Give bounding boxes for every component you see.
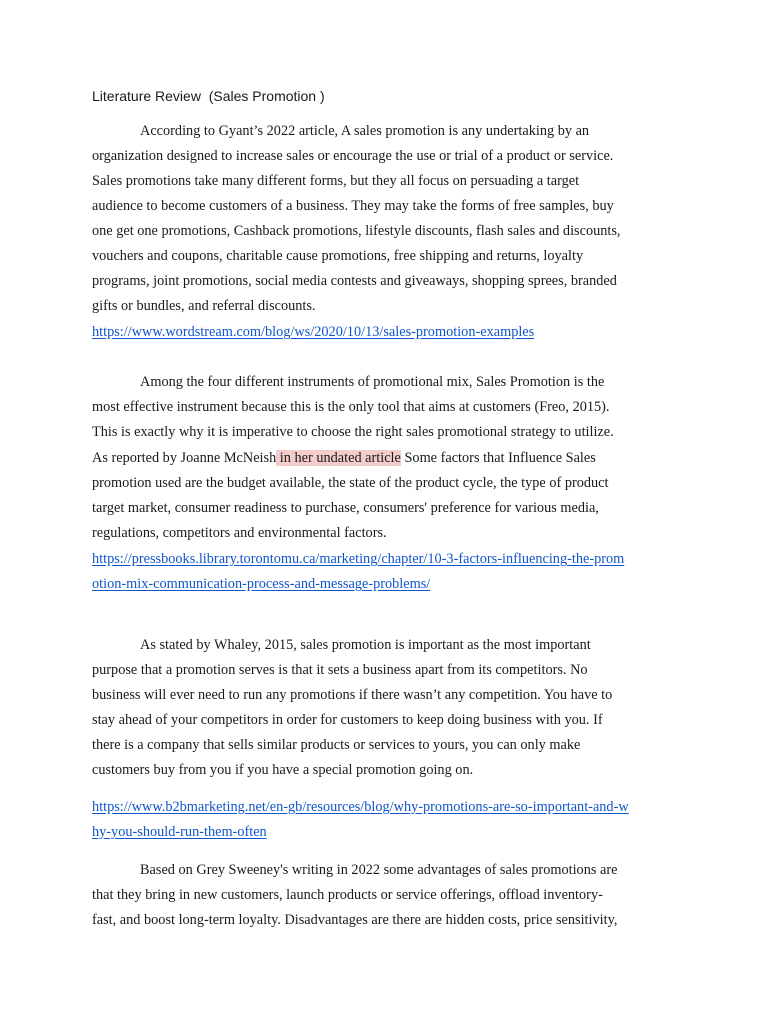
p4-line-3: fast, and boost long-term loyalty. Disadvantages are there are hidden costs, price sensitivity, xyxy=(92,912,618,928)
wordstream-link[interactable]: https://www.wordstream.com/blog/ws/2020/10/13/sales-promotion-examples xyxy=(92,324,535,340)
p4-line-1: Based on Grey Sweeney's writing in 2022 some advantages of sales promotions are xyxy=(140,862,618,878)
p3-line-1: As stated by Whaley, 2015, sales promotion is important as the most important xyxy=(140,637,591,653)
document-title: Literature Review (Sales Promotion ) xyxy=(92,88,325,104)
p3-line-4: stay ahead of your competitors in order for customers to keep doing business with you. If xyxy=(92,712,603,728)
b2bmarketing-link-part-1[interactable]: https://www.b2bmarketing.net/en-gb/resources/blog/why-promotions-are-so-important-and-w xyxy=(92,799,629,815)
p3-line-3: business will ever need to run any promotions if there wasn’t any competition. You have to xyxy=(92,687,613,703)
p2-line-6: target market, consumer readiness to purchase, consumers' preference for various media, xyxy=(92,500,599,516)
p2-line-2: most effective instrument because this is the only tool that aims at customers (Freo, 2015). xyxy=(92,399,610,415)
p1-line-7: programs, joint promotions, social media contests and giveaways, shopping sprees, branded xyxy=(92,273,617,289)
p2-line-5: promotion used are the budget available, the state of the product cycle, the type of product xyxy=(92,475,609,491)
pressbooks-link-part-1[interactable]: https://pressbooks.library.torontomu.ca/marketing/chapter/10-3-factors-influencing-the-prom xyxy=(92,551,625,567)
p3-link-line-1 xyxy=(92,797,629,817)
p1-line-5: one get one promotions, Cashback promotions, lifestyle discounts, flash sales and discounts, xyxy=(92,223,621,239)
p3-line-6: customers buy from you if you have a special promotion going on. xyxy=(92,762,474,778)
p2-link-line-1 xyxy=(92,549,624,569)
p4-line-2: that they bring in new customers, launch products or service offerings, offload inventory- xyxy=(92,887,603,903)
p2-line-1: Among the four different instruments of promotional mix, Sales Promotion is the xyxy=(140,374,605,390)
p1-line-8: gifts or bundles, and referral discounts. xyxy=(92,298,316,314)
p3-line-5: there is a company that sells similar products or services to yours, you can only make xyxy=(92,737,581,753)
p2-line-3: This is exactly why it is imperative to choose the right sales promotional strategy to utilize. xyxy=(92,424,614,440)
p1-line-3: Sales promotions take many different forms, but they all focus on persuading a target xyxy=(92,173,580,189)
p2-link-line-2 xyxy=(92,574,430,594)
p1-line-1: According to Gyant’s 2022 article, A sales promotion is any undertaking by an xyxy=(140,123,590,139)
p3-link-line-2 xyxy=(92,822,267,842)
p1-line-6: vouchers and coupons, charitable cause promotions, free shipping and returns, loyalty xyxy=(92,248,584,264)
p3-line-2: purpose that a promotion serves is that it sets a business apart from its competitors. No xyxy=(92,662,588,678)
p2-line-4 xyxy=(92,448,596,468)
p2-line-7: regulations, competitors and environmental factors. xyxy=(92,525,387,541)
highlighted-comment-text[interactable]: in her undated article xyxy=(276,450,401,466)
p1-line-4: audience to become customers of a business. They may take the forms of free samples, buy xyxy=(92,198,614,214)
p1-link-line xyxy=(92,322,534,342)
p1-line-2: organization designed to increase sales or encourage the use or trial of a product or service. xyxy=(92,148,614,164)
b2bmarketing-link-part-2[interactable]: hy-you-should-run-them-often xyxy=(92,824,267,840)
p2-line-4-post: Some factors that Influence Sales xyxy=(400,450,596,466)
pressbooks-link-part-2[interactable]: otion-mix-communication-process-and-message-problems/ xyxy=(92,576,431,592)
p2-line-4-pre: As reported by Joanne McNeish xyxy=(92,450,277,466)
